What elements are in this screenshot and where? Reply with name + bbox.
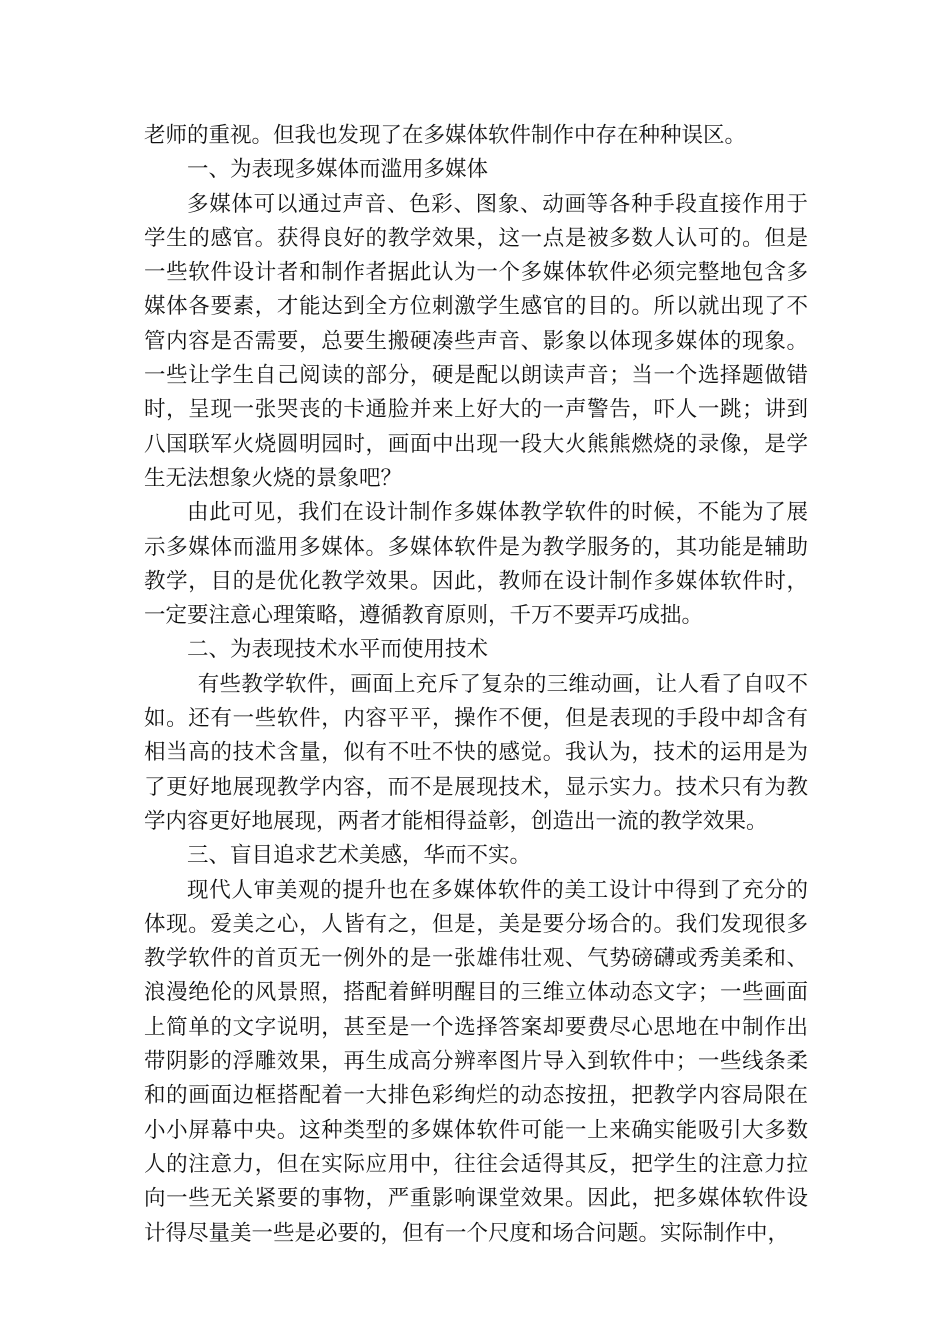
document-page	[144, 119, 808, 1251]
body-paragraph: 多媒体可以通过声音、色彩、图象、动画等各种手段直接作用于学生的感官。获得良好的教学效果，这一点是被多数人认可的。但是一些软件设计者和制作者据此认为一个多媒体软件必须完整地包含多媒体各要素，才能达到全方位刺激学生感官的目的。所以就出现了不管内容是否需要，总要生搬硬凑些声音、影象以体现多媒体的现象。一些让学生自己阅读的部分，硬是配以朗读声音；当一个选择题做错时，呈现一张哭丧的卡通脸并来上好大的一声警告，吓人一跳；讲到八国联军火烧圆明园时，画面中出现一段大火熊熊燃烧的录像，是学生无法想象火烧的景象吧？	[144, 191, 808, 491]
body-paragraph: 有些教学软件，画面上充斥了复杂的三维动画，让人看了自叹不如。还有一些软件，内容平平，操作不便，但是表现的手段中却含有相当高的技术含量，似有不吐不快的感觉。我认为，技术的运用是为了更好地展现教学内容，而不是展现技术，显示实力。技术只有为教学内容更好地展现，两者才能相得益彰，创造出一流的教学效果。	[144, 671, 808, 834]
section-heading-3: 三、盲目追求艺术美感，华而不实。	[187, 843, 532, 869]
section-heading-1: 一、为表现多媒体而滥用多媒体	[187, 157, 489, 183]
paragraph-continuation: 老师的重视。但我也发现了在多媒体软件制作中存在种种误区。	[144, 123, 747, 148]
section-heading-2: 二、为表现技术水平而使用技术	[187, 637, 489, 663]
body-paragraph: 现代人审美观的提升也在多媒体软件的美工设计中得到了充分的体现。爱美之心，人皆有之，但是，美是要分场合的。我们发现很多教学软件的首页无一例外的是一张雄伟壮观、气势磅礴或秀美柔和、浪漫绝伦的风景照，搭配着鲜明醒目的三维立体动态文字；一些画面上简单的文字说明，甚至是一个选择答案却要费尽心思地在中制作出带阴影的浮雕效果，再生成高分辨率图片导入到软件中；一些线条柔和的画面边框搭配着一大排色彩绚烂的动态按扭，把教学内容局限在小小屏幕中央。这种类型的多媒体软件可能一上来确实能吸引大多数人的注意力，但在实际应用中，往往会适得其反，把学生的注意力拉向一些无关紧要的事物，严重影响课堂效果。因此，把多媒体软件设计得尽量美一些是必要的，但有一个尺度和场合问题。实际制作中，	[144, 877, 808, 1246]
body-paragraph: 由此可见，我们在设计制作多媒体教学软件的时候，不能为了展示多媒体而滥用多媒体。多媒体软件是为教学服务的，其功能是辅助教学，目的是优化教学效果。因此，教师在设计制作多媒体软件时，一定要注意心理策略，遵循教育原则，千万不要弄巧成拙。	[144, 500, 808, 629]
